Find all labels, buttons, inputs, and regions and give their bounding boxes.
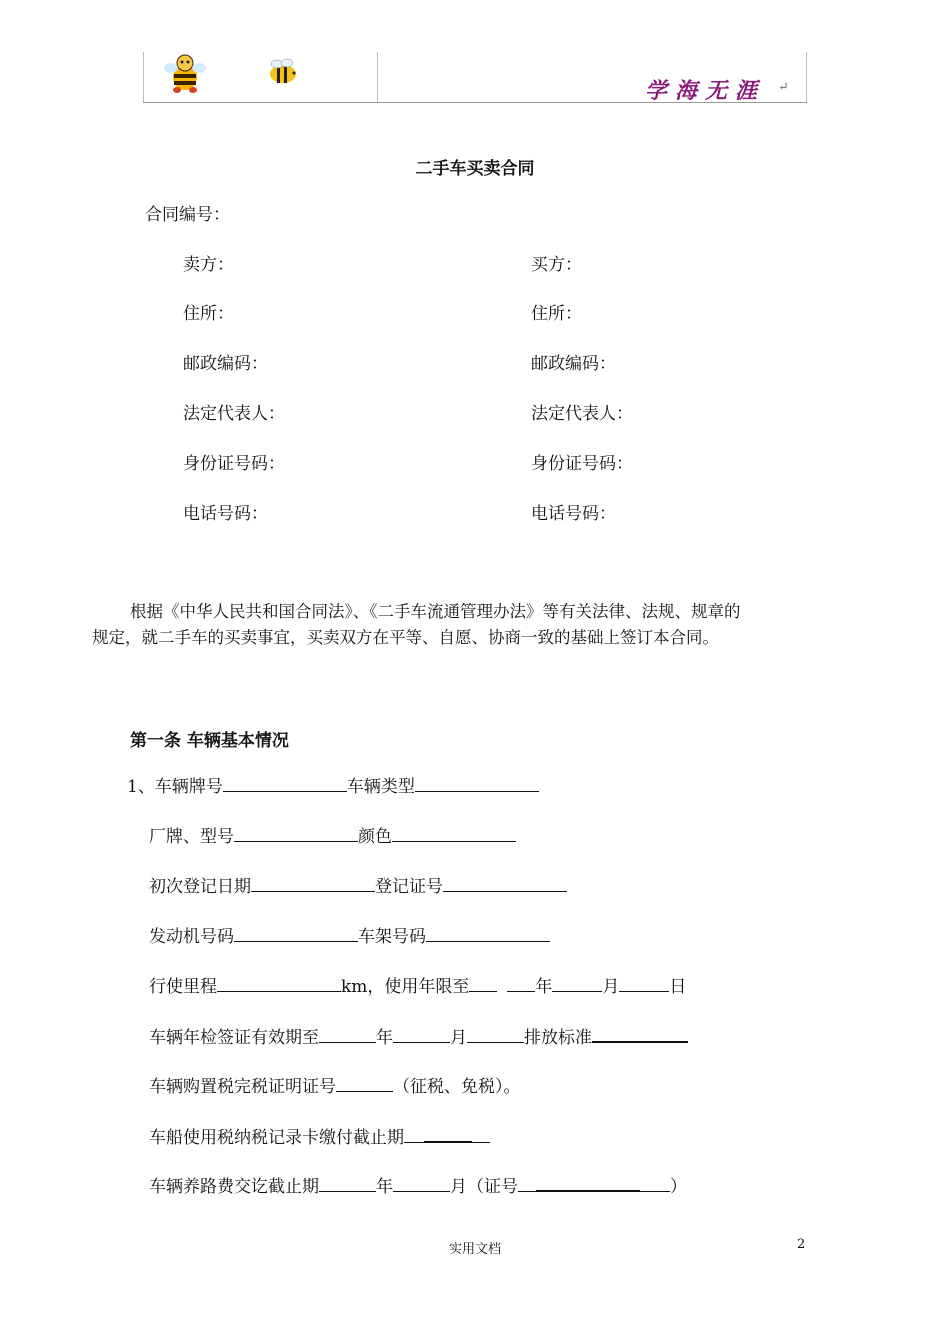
- preamble-line-2: 规定，就二手车的买卖事宜，买卖双方在平等、自愿、协商一致的基础上签订本合同。: [92, 628, 719, 647]
- registration-cert-label: 登记证号: [375, 877, 443, 897]
- vessel-tax-blank-a[interactable]: [404, 1126, 424, 1143]
- usage-year-blank-a[interactable]: [469, 975, 497, 992]
- inspection-day-blank[interactable]: [467, 1026, 524, 1043]
- year-label: 年: [376, 1177, 393, 1197]
- preamble-line-1: 根据《中华人民共和国合同法》、《二手车流通管理办法》等有关法律、法规、规章的: [130, 602, 741, 621]
- seller-name-label: 卖方：: [183, 255, 234, 275]
- field-row-9: [149, 1174, 687, 1198]
- color-blank[interactable]: [392, 825, 516, 842]
- bee-mascot-icon: [163, 52, 207, 94]
- purchase-tax-cert-blank[interactable]: [336, 1075, 393, 1092]
- contract-number-label: 合同编号：: [145, 205, 230, 225]
- day-label: 日: [669, 977, 687, 997]
- frame-number-label: 车架号码: [358, 927, 426, 947]
- emission-standard-label: 排放标准: [524, 1028, 592, 1048]
- road-fee-cert-blank-c[interactable]: [640, 1175, 670, 1192]
- tax-status-text: （征税、免税）。: [393, 1077, 521, 1097]
- buyer-address-label: 住所：: [531, 304, 582, 324]
- inspection-month-blank[interactable]: [393, 1026, 450, 1043]
- return-mark: ↵: [778, 80, 789, 95]
- frame-number-blank[interactable]: [426, 925, 550, 942]
- field-row-7: [149, 1075, 521, 1098]
- road-fee-deadline-label: 车辆养路费交讫截止期: [149, 1177, 319, 1197]
- buyer-phone-label: 电话号码：: [531, 504, 616, 524]
- seller-address-label: 住所：: [183, 304, 234, 324]
- article-1-heading: 第一条 车辆基本情况: [130, 731, 289, 751]
- brand-model-label: 厂牌、型号: [149, 827, 234, 847]
- field-row-2: [149, 825, 516, 848]
- page-number: 2: [797, 1237, 806, 1252]
- contract-title: 二手车买卖合同: [415, 159, 535, 179]
- field-row-3: [149, 875, 567, 898]
- usage-limit-label: km，使用年限至: [341, 977, 470, 997]
- inspection-year-blank[interactable]: [319, 1026, 376, 1043]
- field-row-1: [127, 775, 539, 798]
- bee-icon: [265, 58, 301, 86]
- vessel-tax-blank-b[interactable]: [424, 1125, 472, 1143]
- plate-number-blank[interactable]: [223, 775, 347, 792]
- month-label: 月: [450, 1028, 467, 1048]
- field-row-4: [149, 925, 550, 948]
- header-divider: [806, 52, 807, 102]
- plate-number-label: 1、车辆牌号: [127, 777, 223, 797]
- road-fee-cert-blank-b[interactable]: [536, 1174, 640, 1192]
- seller-postcode-label: 邮政编码：: [183, 354, 268, 374]
- mileage-blank[interactable]: [217, 975, 341, 992]
- first-registration-blank[interactable]: [251, 875, 375, 892]
- usage-year-blank-b[interactable]: [507, 975, 535, 992]
- emission-standard-blank[interactable]: [592, 1025, 688, 1043]
- purchase-tax-cert-label: 车辆购置税完税证明证号: [149, 1077, 336, 1097]
- vehicle-type-label: 车辆类型: [346, 777, 415, 797]
- year-label: 年: [535, 977, 553, 997]
- vessel-tax-deadline-label: 车船使用税纳税记录卡缴付截止期: [149, 1128, 404, 1148]
- seller-id-label: 身份证号码：: [183, 454, 285, 474]
- usage-month-blank[interactable]: [552, 975, 602, 992]
- seller-phone-label: 电话号码：: [183, 504, 268, 524]
- buyer-id-label: 身份证号码：: [531, 454, 633, 474]
- month-label: 月: [602, 977, 620, 997]
- cert-number-label: 月（证号: [450, 1177, 518, 1197]
- buyer-name-label: 买方：: [531, 255, 582, 275]
- vessel-tax-blank-c[interactable]: [472, 1126, 490, 1143]
- road-fee-cert-blank-a[interactable]: [518, 1175, 536, 1192]
- header-divider: [377, 52, 378, 102]
- mileage-label: 行使里程: [149, 977, 217, 997]
- road-fee-month-blank[interactable]: [393, 1175, 450, 1192]
- header-brand: 学海无涯: [645, 78, 766, 104]
- road-fee-year-blank[interactable]: [319, 1175, 376, 1192]
- usage-day-blank[interactable]: [619, 975, 669, 992]
- first-registration-label: 初次登记日期: [149, 877, 251, 897]
- vehicle-type-blank[interactable]: [415, 775, 539, 792]
- buyer-postcode-label: 邮政编码：: [531, 354, 616, 374]
- closing-paren: ）: [670, 1177, 687, 1197]
- brand-model-blank[interactable]: [234, 825, 358, 842]
- seller-rep-label: 法定代表人：: [183, 404, 285, 424]
- engine-number-label: 发动机号码: [149, 927, 234, 947]
- buyer-rep-label: 法定代表人：: [531, 404, 633, 424]
- header-divider: [143, 52, 144, 102]
- registration-cert-blank[interactable]: [443, 875, 567, 892]
- field-row-6: [149, 1025, 688, 1049]
- engine-number-blank[interactable]: [234, 925, 358, 942]
- field-row-8: [149, 1125, 490, 1149]
- year-label: 年: [376, 1028, 393, 1048]
- footer-label: 实用文档: [448, 1242, 501, 1257]
- field-row-5: [149, 975, 686, 998]
- inspection-valid-label: 车辆年检签证有效期至: [149, 1028, 319, 1048]
- color-label: 颜色: [358, 827, 392, 847]
